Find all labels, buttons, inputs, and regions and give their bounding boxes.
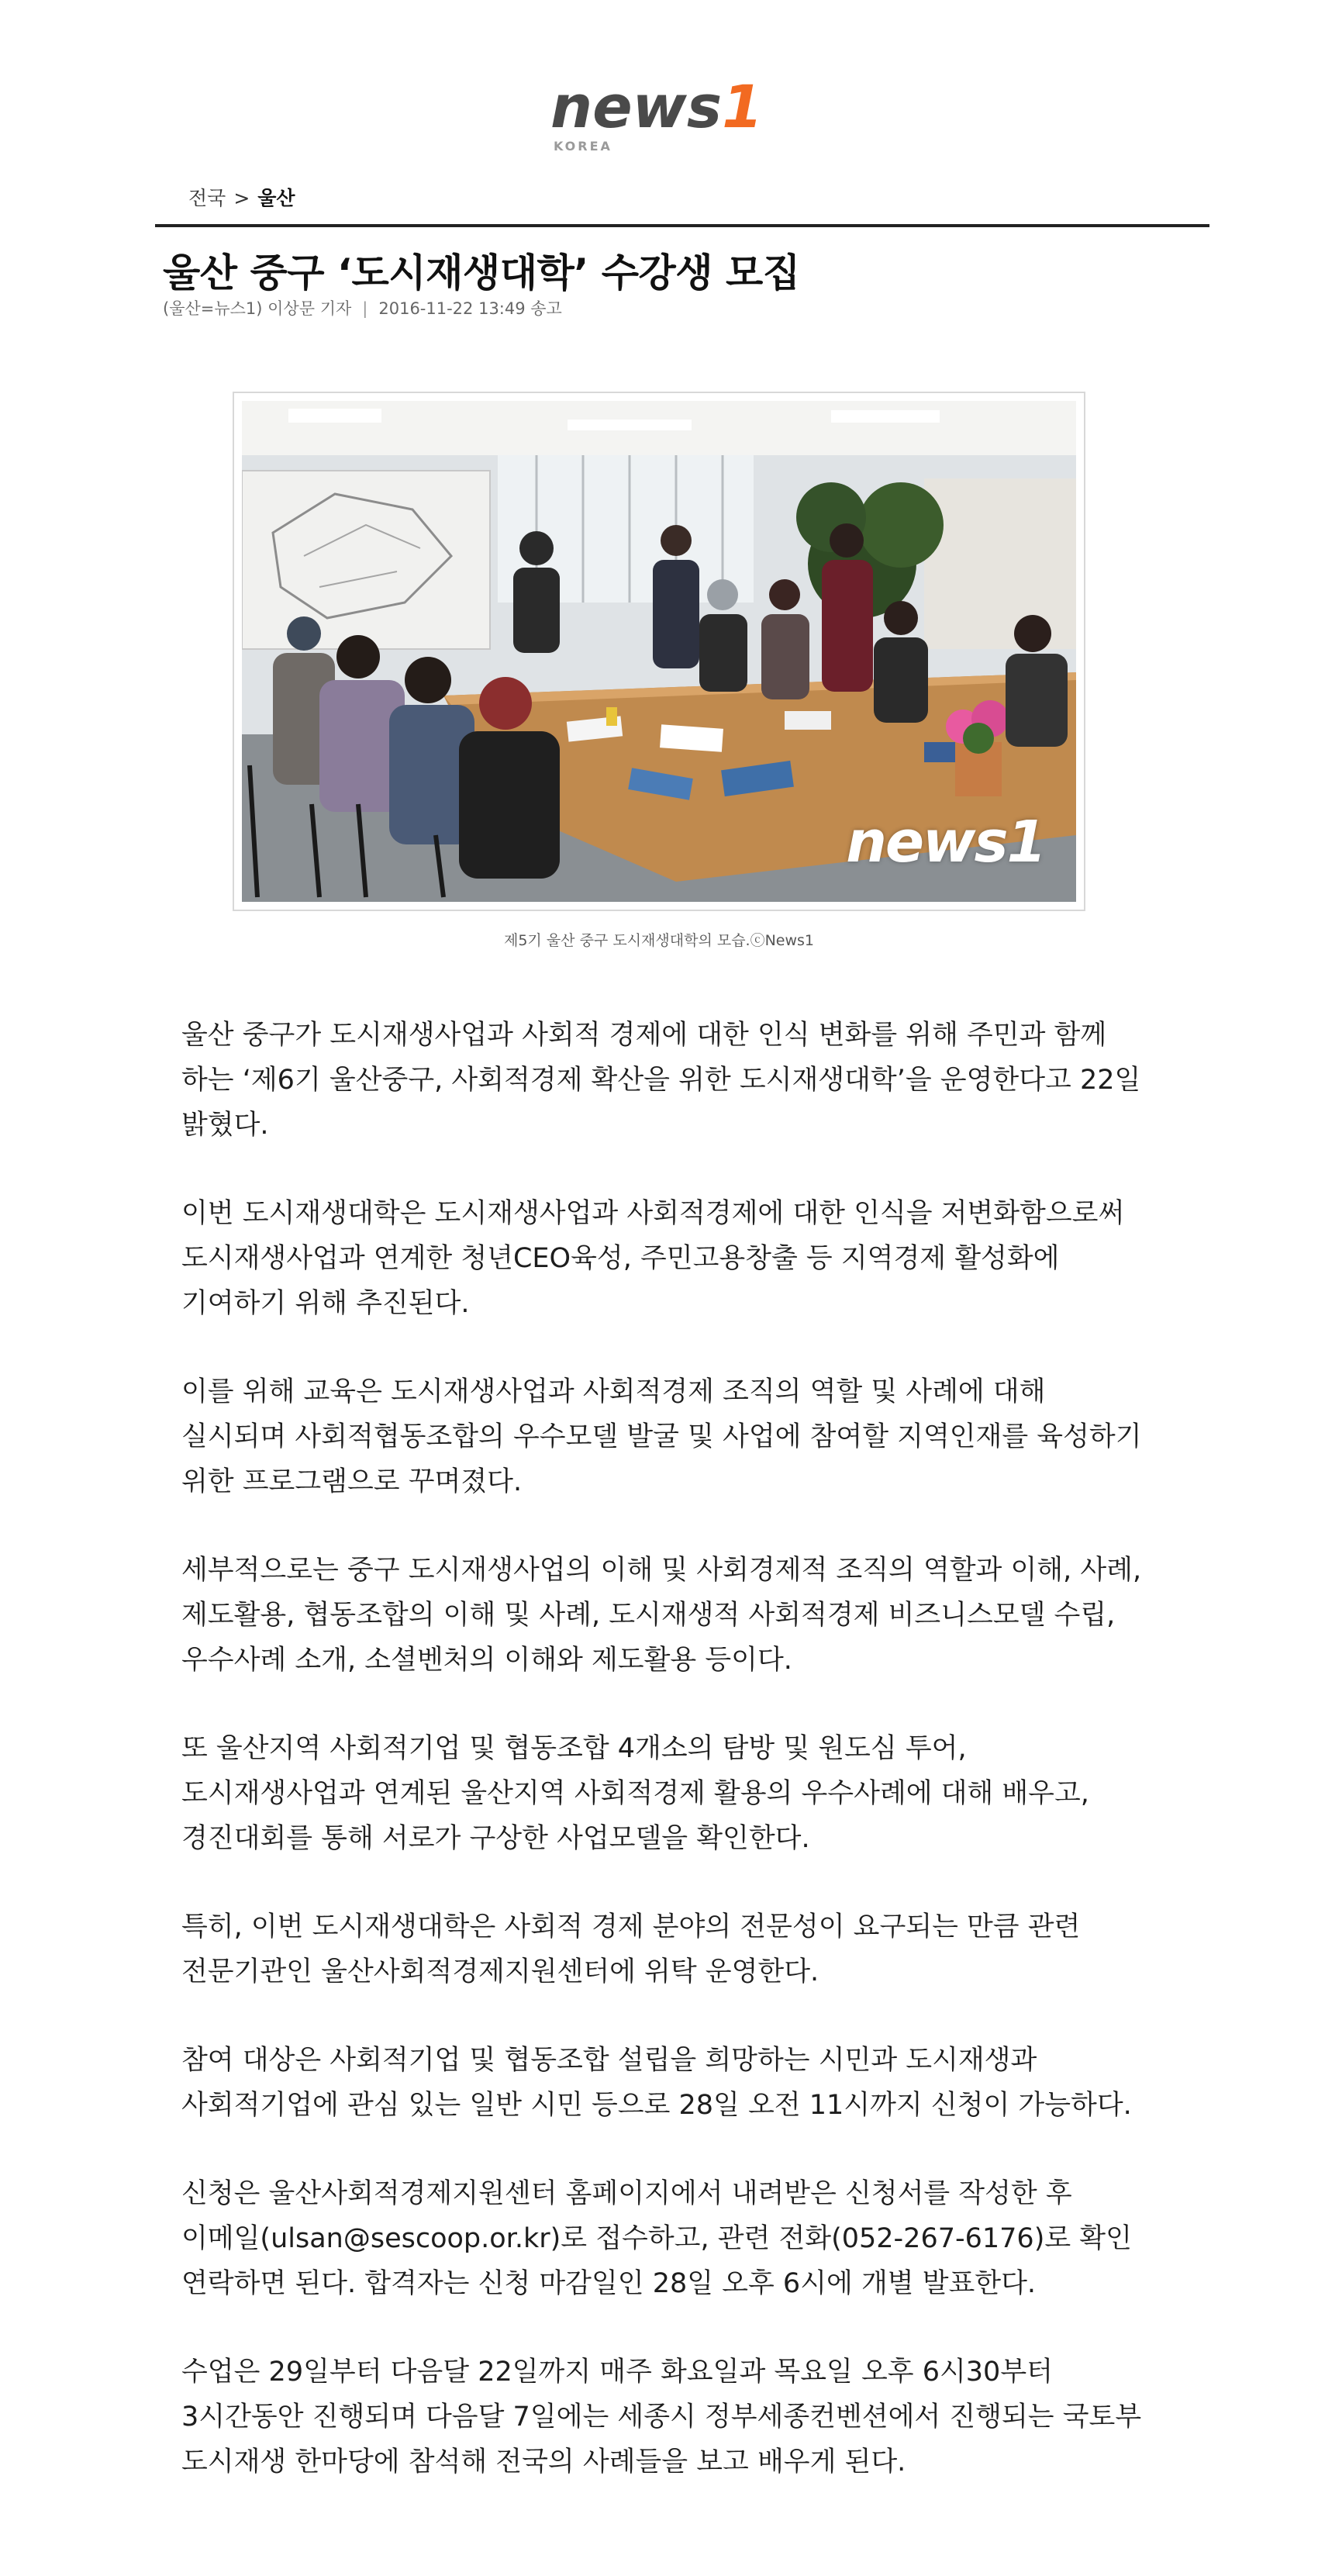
- byline-datetime: 2016-11-22 13:49 송고: [378, 299, 562, 318]
- logo-wordmark: news1: [550, 72, 763, 141]
- breadcrumb-current[interactable]: 울산: [257, 187, 295, 209]
- photo-caption: 제5기 울산 중구 도시재생대학의 모습.ⓒNews1: [503, 932, 815, 949]
- article-paragraph: 이번 도시재생대학은 도시재생사업과 사회적경제에 대한 인식을 저변화함으로써 도시재생사업과 연계한 청년CEO육성, 주민고용창출 등 지역경제 활성화에 기여하기 위해 추진된다.: [181, 1198, 1125, 1319]
- photo-image: [242, 401, 1076, 902]
- article-paragraph: 수업은 29일부터 다음달 22일까지 매주 화요일과 목요일 오후 6시30부터 3시간동안 진행되며 다음달 7일에는 세종시 정부세종컨벤션에서 진행되는 국토부 도시재생 한마당에 참석해 전국의 사례들을 보고 배우게 된다.: [181, 2357, 1142, 2478]
- article-paragraph: 이를 위해 교육은 도시재생사업과 사회적경제 조직의 역할 및 사례에 대해 실시되며 사회적협동조합의 우수모델 발굴 및 사업에 참여할 지역인재를 육성하기 위한 프로그램으로 꾸며졌다.: [181, 1376, 1142, 1497]
- breadcrumb-section[interactable]: 전국: [188, 187, 226, 209]
- breadcrumb: [188, 183, 295, 211]
- byline-author: (울산=뉴스1) 이상문 기자: [163, 299, 352, 318]
- article-paragraph: 세부적으로는 중구 도시재생사업의 이해 및 사회경제적 조직의 역할과 이해, 사례, 제도활용, 협동조합의 이해 및 사례, 도시재생적 사회적경제 비즈니스모델 수립, 우수사례 소개, 소셜벤처의 이해와 제도활용 등이다.: [181, 1555, 1142, 1676]
- article-byline: [163, 296, 562, 319]
- photo-watermark: news1: [846, 809, 1045, 875]
- article-paragraph: 또 울산지역 사회적기업 및 협동조합 4개소의 탐방 및 원도심 투어, 도시재생사업과 연계된 울산지역 사회적경제 활용의 우수사례에 대해 배우고, 경진대회를 통해 서로가 구상한 사업모델을 확인한다.: [181, 1733, 1089, 1854]
- article-title: 울산 중구 ‘도시재생대학’ 수강생 모집: [163, 250, 800, 295]
- news1-logo[interactable]: [543, 67, 822, 160]
- header-divider: [155, 224, 1209, 227]
- article-photo: [233, 392, 1085, 911]
- breadcrumb-separator: >: [233, 187, 250, 209]
- article-paragraph: 울산 중구가 도시재생사업과 사회적 경제에 대한 인식 변화를 위해 주민과 함께 하는 ‘제6기 울산중구, 사회적경제 확산을 위한 도시재생대학’을 운영한다고 22일 밝혔다.: [181, 1020, 1141, 1141]
- article-paragraph: 신청은 울산사회적경제지원센터 홈페이지에서 내려받은 신청서를 작성한 후 이메일(ulsan@sescoop.or.kr)로 접수하고, 관련 전화(052-267-6176)로 확인 연락하면 된다. 합격자는 신청 마감일인 28일 오후 6시에 개별 발표한다.: [181, 2178, 1132, 2299]
- article-body: [181, 1013, 1158, 2528]
- article-paragraph: 특히, 이번 도시재생대학은 사회적 경제 분야의 전문성이 요구되는 만큼 관련 전문기관인 울산사회적경제지원센터에 위탁 운영한다.: [181, 1911, 1081, 1987]
- article-paragraph: 참여 대상은 사회적기업 및 협동조합 설립을 희망하는 시민과 도시재생과 사회적기업에 관심 있는 일반 시민 등으로 28일 오전 11시까지 신청이 가능하다.: [181, 2045, 1132, 2121]
- byline-divider: |: [362, 299, 368, 318]
- news1-logo-graphic: [543, 67, 822, 160]
- logo-sub: KOREA: [554, 139, 612, 154]
